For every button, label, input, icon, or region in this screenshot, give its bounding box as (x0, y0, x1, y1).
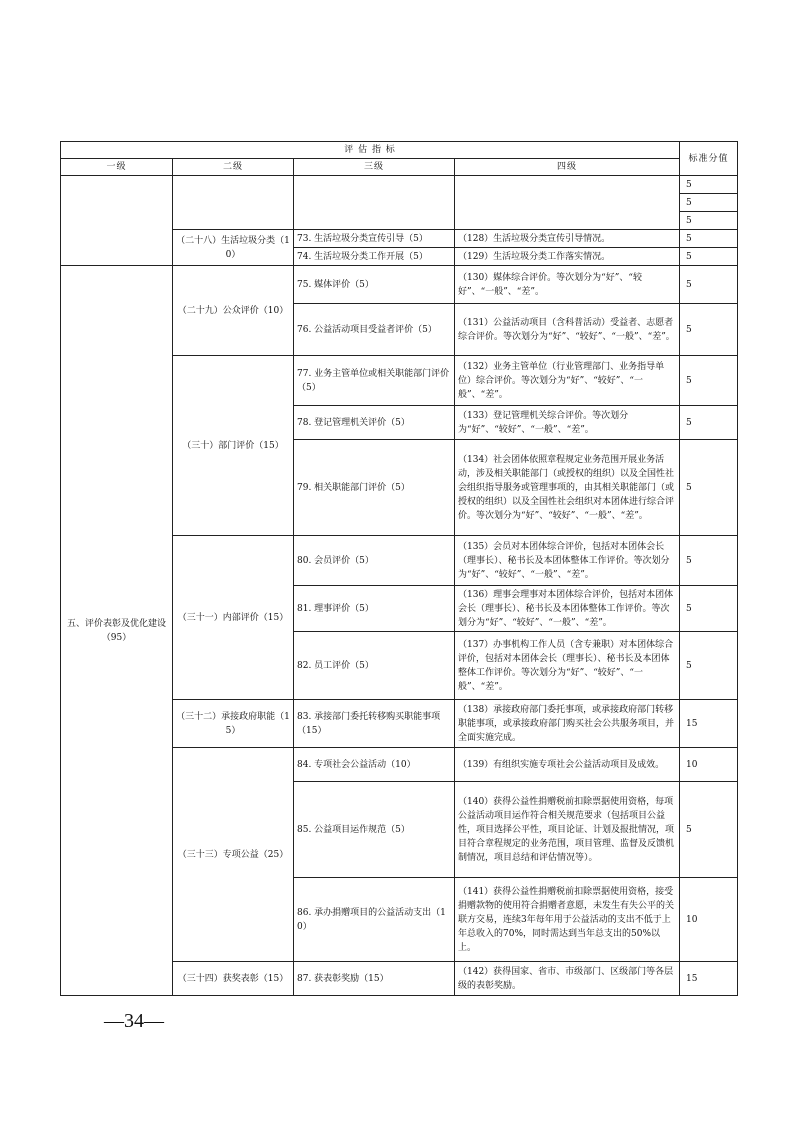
score-cell: 5 (680, 212, 738, 230)
score-cell: 5 (680, 266, 738, 304)
header-score: 标准分值 (680, 142, 738, 176)
level2-cell: （二十九）公众评价（10） (173, 266, 294, 356)
level4-cell: （134）社会团体依照章程规定业务范围开展业务活动，涉及相关职能部门（或授权的组织）以及全国性社会组织指导服务或管理事项的，由其相关职能部门（或授权的组织）以及全国性社会组织对本团体进行综合评价。等次划分为“好”、“较好”、“一般”、“差”。 (455, 440, 680, 536)
score-cell: 10 (680, 878, 738, 962)
level2-cell: （三十）部门评价（15） (173, 356, 294, 536)
level3-cell: 76. 公益活动项目受益者评价（5） (294, 304, 455, 356)
level1-continued-cell (61, 176, 173, 266)
level3-cell: 84. 专项社会公益活动（10） (294, 748, 455, 782)
score-cell: 5 (680, 406, 738, 440)
level2-cell: （二十八）生活垃圾分类（10） (173, 230, 294, 266)
score-cell: 15 (680, 962, 738, 996)
level4-cell: （132）业务主管单位（行业管理部门、业务指导单位）综合评价。等次划分为“好”、“较好”、“一般”、“差”。 (455, 356, 680, 406)
level1-cell: 五、评价表彰及优化建设（95） (61, 266, 173, 996)
score-cell: 5 (680, 230, 738, 248)
level2-cell: （三十一）内部评价（15） (173, 536, 294, 700)
header-level4: 四级 (455, 159, 680, 176)
level3-cell: 80. 会员评价（5） (294, 536, 455, 586)
level4-cell: （130）媒体综合评价。等次划分为“好”、“较好”、“一般”、“差”。 (455, 266, 680, 304)
level3-cell: 85. 公益项目运作规范（5） (294, 782, 455, 878)
score-cell: 5 (680, 194, 738, 212)
level3-cell: 87. 获表彰奖励（15） (294, 962, 455, 996)
header-level1: 一级 (61, 159, 173, 176)
level4-cell: （140）获得公益性捐赠税前扣除票据使用资格，每项公益活动项目运作符合相关规范要求（包括项目公益性，项目选择公平性，项目论证、计划及报批情况，项目符合章程规定的业务范围，项目管理、监督及反馈机制情况，项目总结和评估情况等）。 (455, 782, 680, 878)
level2-cell: （三十二）承接政府职能（15） (173, 700, 294, 748)
page-number: —34— (104, 1010, 164, 1032)
level4-cell: （141）获得公益性捐赠税前扣除票据使用资格，接受捐赠款物的使用符合捐赠者意愿，未发生有失公平的关联方交易，连续3年每年用于公益活动的支出不低于上年总收入的70%，同时需达到当年总支出的50%以上。 (455, 878, 680, 962)
level4-cell: （131）公益活动项目（含科普活动）受益者、志愿者综合评价。等次划分为“好”、“较好”、“一般”、“差”。 (455, 304, 680, 356)
score-cell: 5 (680, 248, 738, 266)
level3-cell: 79. 相关职能部门评价（5） (294, 440, 455, 536)
level4-cell: （135）会员对本团体综合评价，包括对本团体会长（理事长）、秘书长及本团体整体工作评价。等次划分为“好”、“较好”、“一般”、“差”。 (455, 536, 680, 586)
score-cell: 5 (680, 356, 738, 406)
score-cell: 5 (680, 304, 738, 356)
level3-continued-cell (294, 176, 455, 230)
level4-continued-cell (455, 176, 680, 230)
level3-cell: 77. 业务主管单位或相关职能部门评价（5） (294, 356, 455, 406)
level3-cell: 78. 登记管理机关评价（5） (294, 406, 455, 440)
score-cell: 5 (680, 176, 738, 194)
level4-cell: （139）有组织实施专项社会公益活动项目及成效。 (455, 748, 680, 782)
score-cell: 5 (680, 536, 738, 586)
level4-cell: （137）办事机构工作人员（含专兼职）对本团体综合评价，包括对本团体会长（理事长）、秘书长及本团体整体工作评价。等次划分为“好”、“较好”、“一般”、“差”。 (455, 632, 680, 700)
evaluation-table (60, 141, 738, 996)
level4-cell: （133）登记管理机关综合评价。等次划分为“好”、“较好”、“一般”、“差”。 (455, 406, 680, 440)
level2-cell: （三十三）专项公益（25） (173, 748, 294, 962)
score-cell: 5 (680, 632, 738, 700)
level3-cell: 73. 生活垃圾分类宣传引导（5） (294, 230, 455, 248)
header-group: 评 估 指 标 (61, 142, 680, 159)
score-cell: 5 (680, 440, 738, 536)
header-level2: 二级 (173, 159, 294, 176)
level4-cell: （138）承接政府部门委托事项，或承接政府部门转移职能事项，或承接政府部门购买社会公共服务项目，并全面实施完成。 (455, 700, 680, 748)
score-cell: 5 (680, 586, 738, 632)
level3-cell: 81. 理事评价（5） (294, 586, 455, 632)
level3-cell: 83. 承接部门委托转移购买职能事项（15） (294, 700, 455, 748)
level4-cell: （129）生活垃圾分类工作落实情况。 (455, 248, 680, 266)
level3-cell: 82. 员工评价（5） (294, 632, 455, 700)
level4-cell: （142）获得国家、省市、市级部门、区级部门等各层级的表彰奖励。 (455, 962, 680, 996)
level4-cell: （128）生活垃圾分类宣传引导情况。 (455, 230, 680, 248)
level3-cell: 86. 承办捐赠项目的公益活动支出（10） (294, 878, 455, 962)
score-cell: 15 (680, 700, 738, 748)
level2-cell: （三十四）获奖表彰（15） (173, 962, 294, 996)
score-cell: 10 (680, 748, 738, 782)
level3-cell: 75. 媒体评价（5） (294, 266, 455, 304)
level3-cell: 74. 生活垃圾分类工作开展（5） (294, 248, 455, 266)
header-level3: 三级 (294, 159, 455, 176)
score-cell: 5 (680, 782, 738, 878)
level4-cell: （136）理事会理事对本团体综合评价，包括对本团体会长（理事长）、秘书长及本团体整体工作评价。等次划分为“好”、“较好”、“一般”、“差”。 (455, 586, 680, 632)
level2-continued-cell (173, 176, 294, 230)
